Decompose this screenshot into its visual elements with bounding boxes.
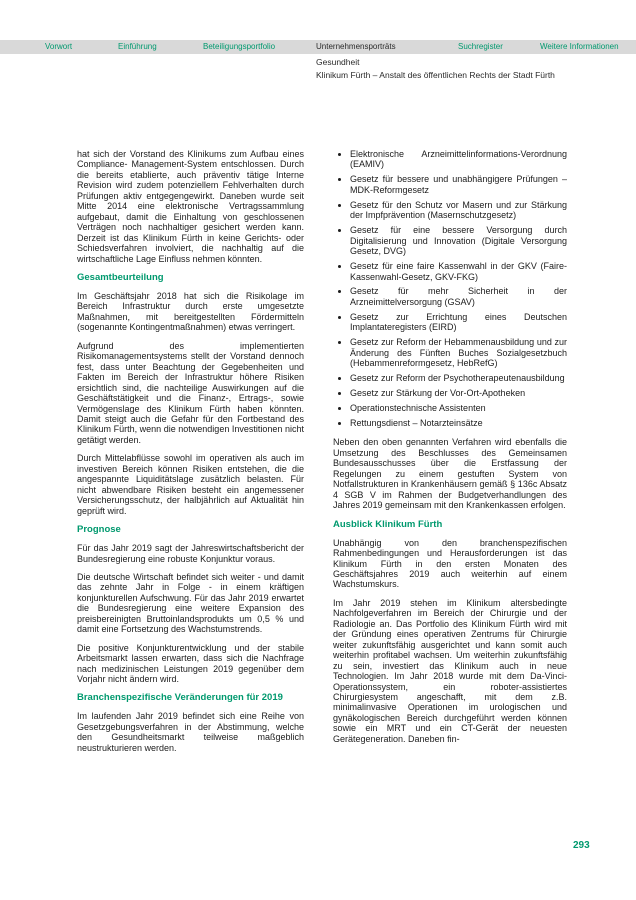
left-column — [77, 149, 304, 761]
law-bullet-list — [333, 149, 567, 428]
nav-item-einfuehrung[interactable]: Einführung — [118, 42, 157, 51]
paragraph: Für das Jahr 2019 sagt der Jahreswirtschaftsbericht der Bundesregierung eine robuste Konjunktur voraus. — [77, 543, 304, 564]
section-heading-branchenspezifische-veraenderungen: Branchenspezifische Veränderungen für 2019 — [77, 692, 283, 704]
body-content — [77, 149, 567, 761]
section-heading-prognose: Prognose — [77, 524, 121, 536]
section-heading-gesamtbeurteilung: Gesamtbeurteilung — [77, 271, 164, 283]
list-item: • Operationstechnische Assistenten — [350, 403, 567, 413]
page-title: Klinikum Fürth – Anstalt des öffentlichen Rechts der Stadt Fürth — [316, 69, 555, 80]
list-item: • Gesetz für mehr Sicherheit in der Arzneimittelversorgung (GSAV) — [350, 286, 567, 307]
list-item: • Gesetz für bessere und unabhängigere Prüfungen – MDK-Reformgesetz — [350, 174, 567, 195]
sub-header — [316, 56, 555, 81]
paragraph: Im laufenden Jahr 2019 befindet sich eine Reihe von Gesetzgebungsverfahren in der Abstimmung, welche den Gesundheitsmarkt teilweise maßgeblich neustrukturieren werden. — [77, 711, 304, 753]
list-item: • Gesetz für den Schutz vor Masern und zur Stärkung der Impfprävention (Masernschutzgesetz) — [350, 200, 567, 221]
section-heading-ausblick-klinikum-fuerth: Ausblick Klinikum Fürth — [333, 518, 443, 530]
paragraph: hat sich der Vorstand des Klinikums zum Aufbau eines Compliance- Management-System entschlossen. Durch die bereits etablierte, auch präventiv tätige Interne Revision wird zudem potenziellem Fehlverhalten durch Prüfungen aktiv entgegengewirkt. Daneben wurde seit Mitte 2014 eine elektronische Vertragssammlung aufgebaut, damit die Einhaltung von geschlossenen Verträgen noch nachhaltiger gesichert werden kann. Derzeit ist das Klinikum Fürth in keine Gerichts- oder Schiedsverfahren involviert, die nachhaltig auf die wirtschaftliche Lage Einfluss nehmen könnten. — [77, 149, 304, 264]
top-nav-bar — [0, 40, 636, 54]
paragraph: Im Jahr 2019 stehen im Klinikum altersbedingte Nachfolgeverfahren im Bereich der Chirurgie und der Radiologie an. Das Portfolio des Klinikum Fürth wird mit der Gründung eines operativen Zentrums für Chirurgie weiter zukunftsfähig ausgerichtet und kann somit auch weiterhin profitabel wachsen. Um weiterhin zukunftsfähig zu sein, investiert das Klinikum auch in neue Technologien. Im Jahr 2018 wurde mit dem Da-Vinci-Operationssystem, ein roboter-assistiertes Chirurgiesystem angeschafft, mit dem z.B. minimalinvasive Operationen im urologischen und gynäkologischen Bereich durchgeführt werden können sowie ein MRT und ein CT-Gerät der neuesten Gerätegeneration. Daneben fin- — [333, 597, 567, 744]
list-item: • Gesetz zur Stärkung der Vor-Ort-Apotheken — [350, 388, 567, 398]
paragraph: Im Geschäftsjahr 2018 hat sich die Risikolage im Bereich Infrastruktur durch erste umgesetzte Maßnahmen, mit bereitgestellten Fördermitteln (sogenannte Kontingentmaßnahmen) etwas verringert. — [77, 290, 304, 333]
nav-item-unternehmensportraets[interactable]: Unternehmensporträts — [316, 42, 396, 51]
nav-item-beteiligungsportfolio[interactable]: Beteiligungsportfolio — [203, 42, 276, 51]
right-column — [333, 149, 567, 761]
nav-item-vorwort[interactable]: Vorwort — [45, 42, 73, 51]
nav-item-suchregister[interactable]: Suchregister — [458, 42, 503, 51]
page-number: 293 — [573, 840, 590, 851]
paragraph: Die deutsche Wirtschaft befindet sich weiter - und damit das zehnte Jahr in Folge - in einem kräftigen konjunkturellen Aufschwung. Für das Jahr 2019 erwartet die Bundesregierung eine weitere Expansion des preisbereinigten Bruttoinlandsprodukts um 0,5 % und damit eine Fortsetzung des Wachstumstrends. — [77, 571, 304, 635]
list-item: • Gesetz für eine faire Kassenwahl in der GKV (Faire-Kassenwahl-Gesetz, GKV-FKG) — [350, 261, 567, 282]
paragraph: Die positive Konjunkturentwicklung und der stabile Arbeitsmarkt lassen erwarten, dass sich die Nachfrage nach medizinischen Leistungen 2019 gegenüber dem Vorjahr nicht ändern wird. — [77, 642, 304, 685]
list-item: • Rettungsdienst – Notarzteinsätze — [350, 418, 567, 428]
nav-item-weitere-informationen[interactable]: Weitere Informationen — [540, 42, 619, 51]
paragraph: Unabhängig von den branchenspezifischen Rahmenbedingungen und Herausforderungen ist das Klinikum Fürth in den ersten Monaten des Geschäftsjahres 2019 auch weiterhin auf einem Wachstumskurs. — [333, 537, 567, 590]
section-label: Gesundheit — [316, 57, 360, 67]
list-item: • Gesetz für eine bessere Versorgung durch Digitalisierung und Innovation (Digitale Versorgung Gesetz, DVG) — [350, 225, 567, 256]
list-item: • Elektronische Arzneimittelinformations-Verordnung (EAMIV) — [350, 149, 567, 170]
paragraph: Durch Mittelabflüsse sowohl im operativen als auch im investiven Bereich können Risiken entstehen, die die angespannte Liquiditätslage zusätzlich belasten. Für nicht abwendbare Risiken besteht ein angemessener Versicherungsschutz, der halbjährlich auf Aktualität hin geprüft wird. — [77, 453, 304, 516]
list-item: • Gesetz zur Reform der Hebammenausbildung und zur Änderung des Fünften Buches Sozialgesetzbuch (Hebammenreformgesetz, HebRefG) — [350, 337, 567, 368]
paragraph: Neben den oben genannten Verfahren wird ebenfalls die Umsetzung des Beschlusses des Gemeinsamen Bundesausschusses über die Erstfassung der Regelungen zu einem gestuften System von Notfallstrukturen in Krankenhäusern gemäß § 136c Absatz 4 SGB V im Rahmen der Budgetverhandlungen des Jahres 2019 gemeinsam mit den Krankenkassen erfolgen. — [333, 437, 567, 511]
paragraph: Aufgrund des implementierten Risikomanagementsystems stellt der Vorstand dennoch fest, dass unter Beachtung der Gegebenheiten und Fakten im Bereich der Infrastruktur höhere Risiken ersichtlich sind, die nachteilige Auswirkungen auf die Geschäftstätigkeit und die Finanz-, Ertrags-, sowie Vermögenslage des Klinikum Fürth haben könnten. Damit steigt auch die Gefahr für den Fortbestand des Klinikum Fürth, wenn die notwendigen Investitionen nicht getätigt werden. — [77, 340, 304, 445]
list-item: • Gesetz zur Reform der Psychotherapeutenausbildung — [350, 373, 567, 383]
list-item: • Gesetz zur Errichtung eines Deutschen Implantateregisters (EIRD) — [350, 312, 567, 333]
